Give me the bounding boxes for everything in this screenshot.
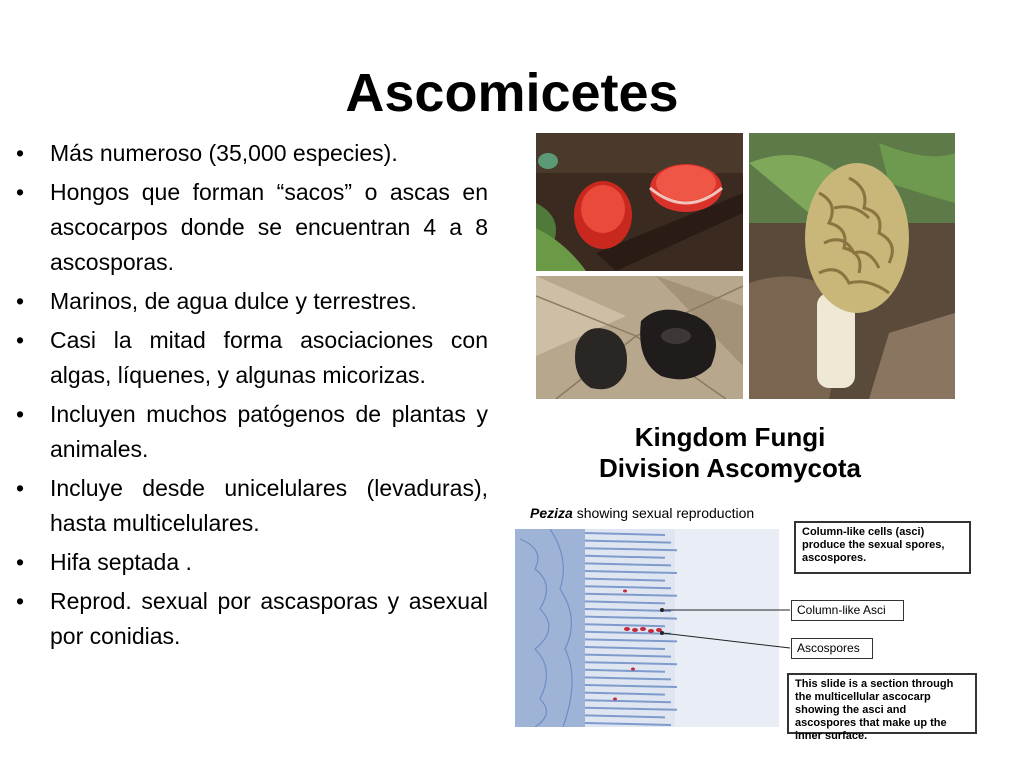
section-callout: This slide is a section through the multicellular ascocarp showing the asci and ascospores that make up the inner surface. (787, 673, 977, 734)
bullet-item: • Incluyen muchos patógenos de plantas y animales. (16, 397, 488, 467)
bullet-icon: • (16, 588, 25, 614)
asci-callout: Column-like cells (asci) produce the sexual spores, ascospores. (794, 521, 971, 574)
bullet-icon: • (16, 475, 25, 501)
bullet-item: • Casi la mitad forma asociaciones con algas, líquenes, y algunas micorizas. (16, 323, 488, 393)
bullet-item: • Reprod. sexual por ascasporas y asexual por conidias. (16, 584, 488, 654)
asci-label: Column-like Asci (791, 600, 904, 621)
bullet-item: • Incluye desde unicelulares (levaduras), hasta multicelulares. (16, 471, 488, 541)
micrograph-image (515, 529, 779, 727)
bullet-icon: • (16, 401, 25, 427)
bullet-item: • Más numeroso (35,000 especies). (16, 136, 488, 171)
cup-fungi-photo (536, 133, 743, 271)
ascospores-label: Ascospores (791, 638, 873, 659)
figure-heading: Kingdom Fungi Division Ascomycota (598, 422, 861, 483)
bullet-icon: • (16, 288, 25, 314)
slide-title: Ascomicetes (345, 63, 679, 123)
figure-caption: Peziza showing sexual reproduction (530, 505, 755, 521)
bullet-icon: • (16, 140, 25, 166)
bullet-icon: • (16, 327, 25, 353)
bullet-item: • Hifa septada . (16, 545, 488, 580)
morel-photo (749, 133, 955, 399)
bullet-item: • Hongos que forman “sacos” o ascas en ascocarpos donde se encuentran 4 a 8 ascosporas. (16, 175, 488, 280)
truffle-photo (536, 276, 743, 399)
bullet-icon: • (16, 549, 25, 575)
bullet-item: • Marinos, de agua dulce y terrestres. (16, 284, 488, 319)
bullet-list (16, 136, 488, 658)
bullet-icon: • (16, 179, 25, 205)
